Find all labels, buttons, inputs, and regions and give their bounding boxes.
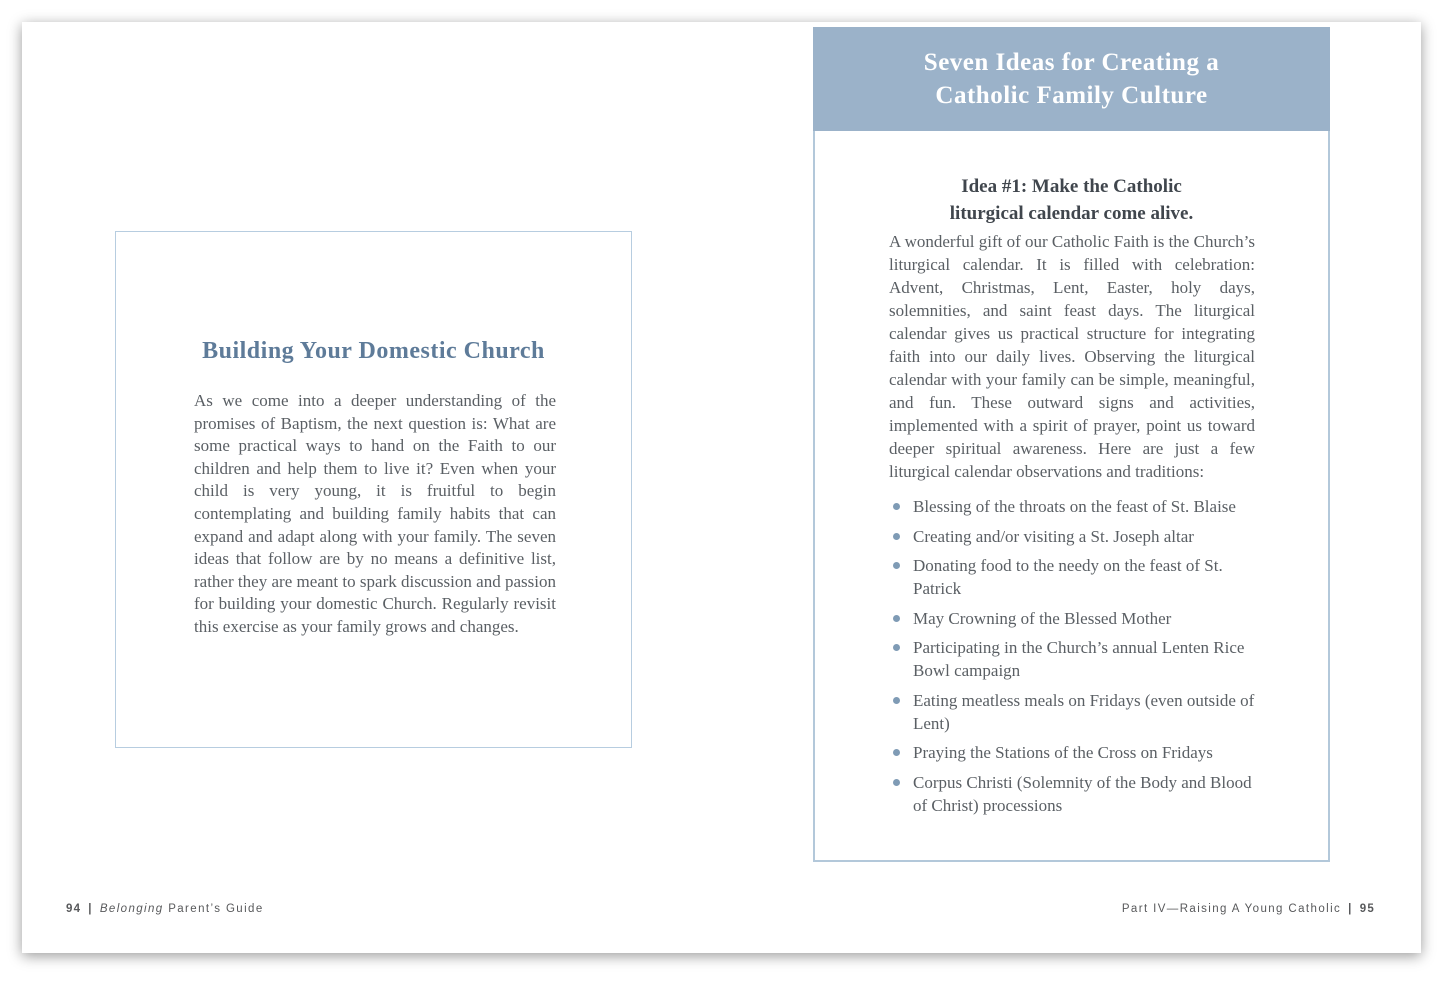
footer-separator: |	[1348, 903, 1353, 915]
right-page-number: 95	[1359, 903, 1375, 915]
right-body-paragraph: A wonderful gift of our Catholic Faith is the Church’s liturgical calendar. It is filled with celebration: Advent, Christmas, Lent, Easter, holy days, solemnities, and saint feast days. The liturgical calendar gives us practical structure for integrating faith into our daily lives. Observing the liturgical calendar with your family can be simple, meaningful, and fun. These outward signs and activities, implemented with a spirit of prayer, point us toward deeper spiritual awareness. Here are just a few liturgical calendar observations and traditions:	[889, 232, 1255, 481]
left-body-paragraph: As we come into a deeper understanding of the promises of Baptism, the next question is: What are some practical ways to hand on the Faith to our children and help them to live it? Even when your child is very young, it is fruitful to begin contemplating and building family habits that can expand and adapt along with your family. The seven ideas that follow are by no means a definitive list, rather they are meant to spark discussion and passion for building your domestic Church. Regularly revisit this exercise as your family grows and changes.	[194, 391, 556, 636]
list-item: Praying the Stations of the Cross on Fridays	[891, 741, 1259, 764]
right-content-box	[813, 131, 1330, 862]
list-item: Participating in the Church’s annual Lenten Rice Bowl campaign	[891, 636, 1259, 682]
left-page-number: 94	[66, 903, 82, 915]
section-title: Part IV—Raising A Young Catholic	[1121, 903, 1342, 915]
liturgical-traditions-list	[891, 495, 1259, 823]
list-item: Corpus Christi (Solemnity of the Body and Blood of Christ) processions	[891, 771, 1259, 817]
idea-heading-line2: liturgical calendar come alive.	[949, 203, 1194, 224]
left-callout-box	[115, 231, 632, 748]
left-page-footer	[66, 903, 264, 915]
footer-separator: |	[88, 903, 93, 915]
list-item: Eating meatless meals on Fridays (even outside of Lent)	[891, 689, 1259, 735]
list-item: Donating food to the needy on the feast of St. Patrick	[891, 554, 1259, 600]
right-page-footer	[1122, 903, 1375, 915]
book-spread-page	[22, 22, 1421, 953]
book-title-rest: Parent’s Guide	[163, 903, 264, 915]
right-content-assembly	[813, 27, 1330, 862]
idea-heading	[815, 173, 1328, 227]
banner-title-line2: Catholic Family Culture	[935, 82, 1208, 109]
chapter-banner	[813, 27, 1330, 131]
list-item: Creating and/or visiting a St. Joseph altar	[891, 525, 1259, 548]
left-section-heading: Building Your Domestic Church	[202, 338, 545, 364]
list-item: May Crowning of the Blessed Mother	[891, 607, 1259, 630]
book-title-italic: Belonging	[99, 903, 164, 915]
idea-heading-line1: Idea #1: Make the Catholic	[961, 176, 1182, 197]
list-item: Blessing of the throats on the feast of St. Blaise	[891, 495, 1259, 518]
banner-title-line1: Seven Ideas for Creating a	[923, 49, 1220, 76]
